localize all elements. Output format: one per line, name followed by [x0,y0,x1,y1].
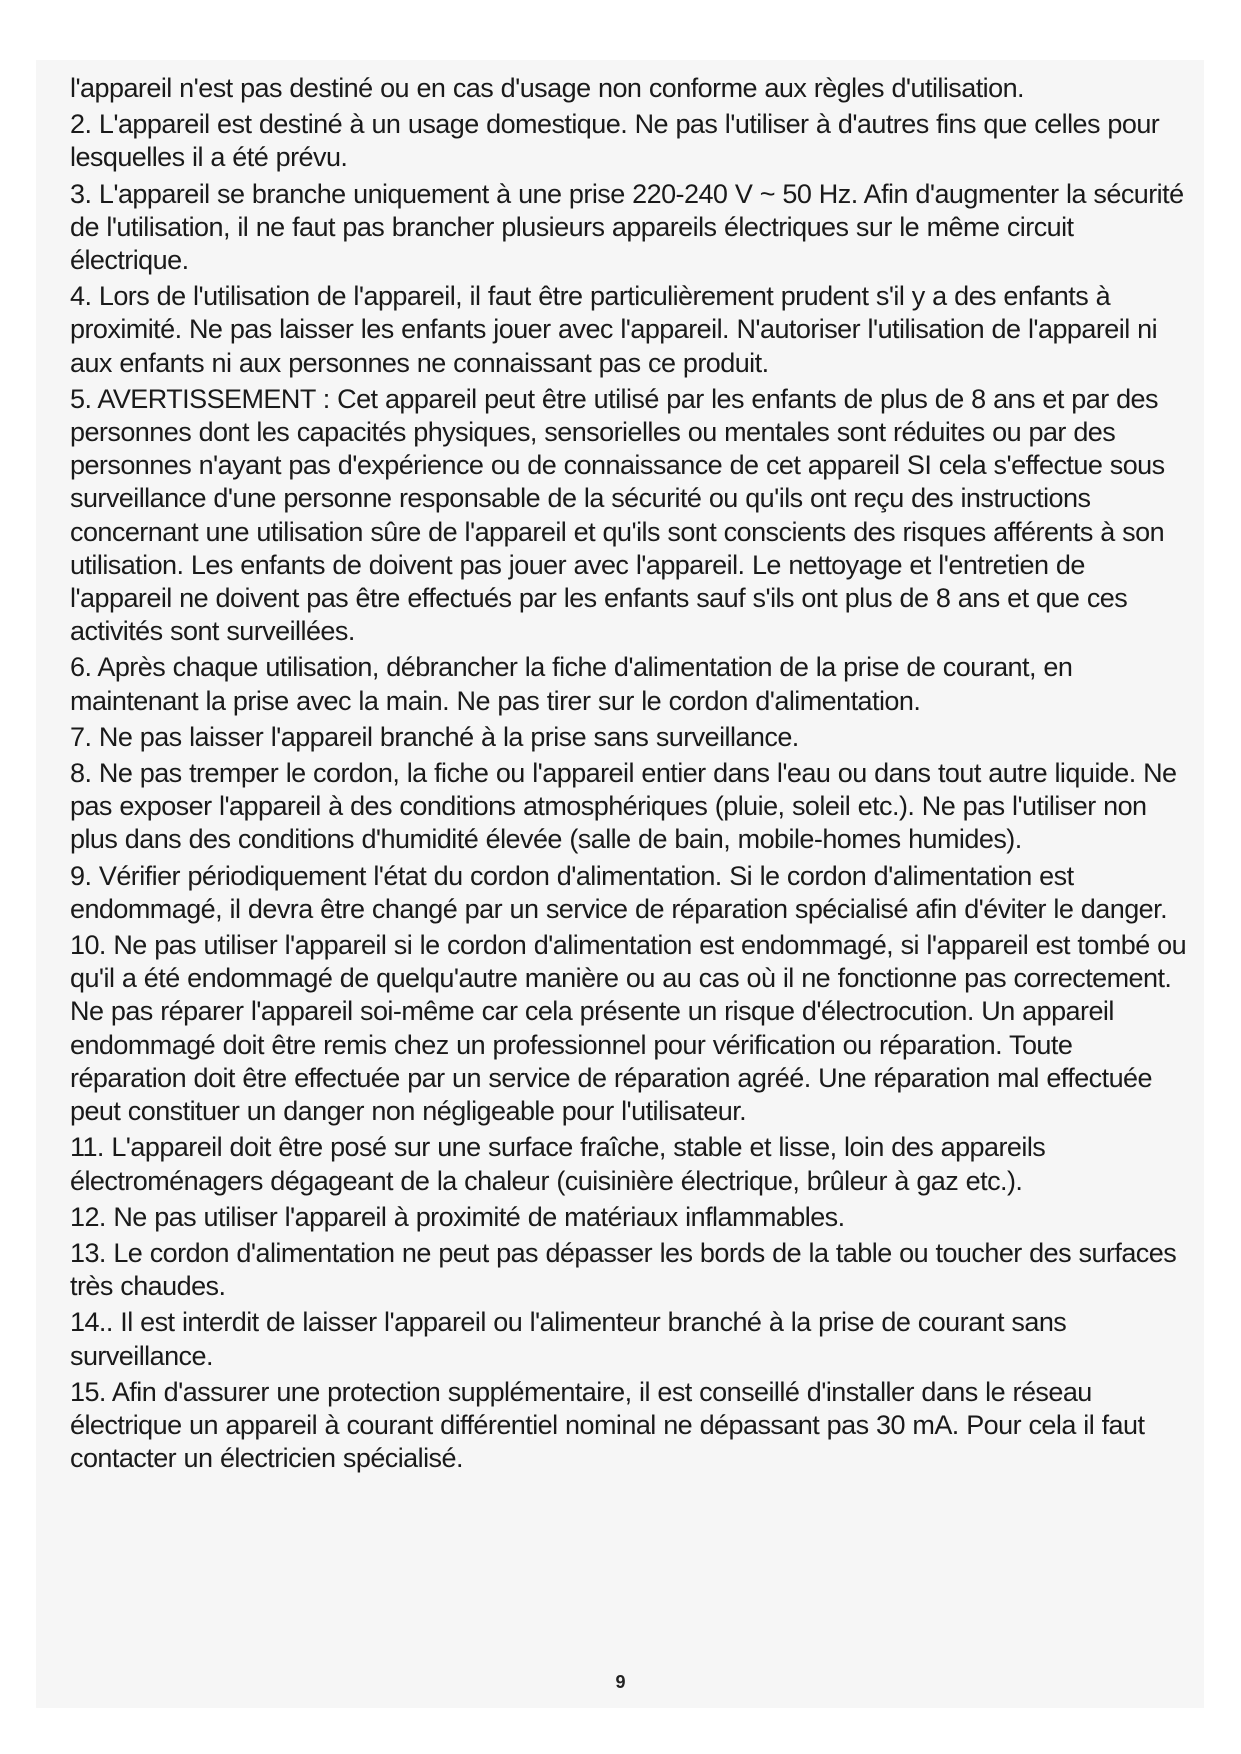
instruction-item-3: 3. L'appareil se branche uniquement à une prise 220-240 V ~ 50 Hz. Afin d'augmenter la sécurité de l'utilisation, il ne faut pas brancher plusieurs appareils électriques sur le même circuit électrique. [70,178,1184,276]
instruction-item-13: 13. Le cordon d'alimentation ne peut pas dépasser les bords de la table ou toucher des surfaces très chaudes. [70,1237,1177,1302]
instruction-item-2: 2. L'appareil est destiné à un usage domestique. Ne pas l'utiliser à d'autres fins que celles pour lesquelles il a été prévu. [70,109,1160,173]
instruction-item-10: 10. Ne pas utiliser l'appareil si le cordon d'alimentation est endommagé, si l'appareil est tombé ou qu'il a été endommagé de quelqu'autre manière ou au cas où il ne fonctionne pas correctement. Ne pas réparer l'appareil soi-même car cela présente un risque d'électrocution. Un appareil endommagé doit être remis chez un professionnel pour vérification ou réparation. Toute réparation doit être effectuée par un service de réparation agréé. Une réparation mal effectuée peut constituer un danger non négligeable pour l'utilisateur. [70,930,1187,1127]
instruction-item-7: 7. Ne pas laisser l'appareil branché à la prise sans surveillance. [70,721,799,752]
instruction-item-12: 12. Ne pas utiliser l'appareil à proximité de matériaux inflammables. [70,1201,845,1232]
instructions-text [70,72,1190,1478]
instruction-item-14: 14.. Il est interdit de laisser l'appareil ou l'alimenteur branché à la prise de courant sans surveillance. [70,1307,1067,1371]
instruction-item-5: 5. AVERTISSEMENT : Cet appareil peut être utilisé par les enfants de plus de 8 ans et par des personnes dont les capacités physiques, sensorielles ou mentales sont réduites ou par des personnes n'ayant pas d'expérience ou de connaissance de cet appareil SI cela s'effectue sous surveillance d'une personne responsable de la sécurité ou qu'ils ont reçu des instructions concernant une utilisation sûre de l'appareil et qu'ils sont conscients des risques afférents à son utilisation. Les enfants de doivent pas jouer avec l'appareil. Le nettoyage et l'entretien de l'appareil ne doivent pas être effectués par les enfants sauf s'ils ont plus de 8 ans et que ces activités sont surveillées. [70,383,1165,647]
instruction-item-4: 4. Lors de l'utilisation de l'appareil, il faut être particulièrement prudent s'il y a des enfants à proximité. Ne pas laisser les enfants jouer avec l'appareil. N'autoriser l'utilisation de l'appareil ni aux enfants ni aux personnes ne connaissant pas ce produit. [70,281,1158,378]
instruction-item-9: 9. Vérifier périodiquement l'état du cordon d'alimentation. Si le cordon d'alimentation est endommagé, il devra être changé par un service de réparation spécialisé afin d'éviter le danger. [70,860,1168,924]
instruction-item-6: 6. Après chaque utilisation, débrancher la fiche d'alimentation de la prise de courant, en maintenant la prise avec la main. Ne pas tirer sur le cordon d'alimentation. [70,652,1073,716]
page-number: 9 [615,1672,626,1692]
paragraph-continuation: l'appareil n'est pas destiné ou en cas d'usage non conforme aux règles d'utilisation. [70,73,1024,103]
instruction-item-15: 15. Afin d'assurer une protection supplémentaire, il est conseillé d'installer dans le réseau électrique un appareil à courant différentiel nominal ne dépassant pas 30 mA. Pour cela il faut contacter un électricien spécialisé. [70,1376,1145,1474]
instruction-item-8: 8. Ne pas tremper le cordon, la fiche ou l'appareil entier dans l'eau ou dans tout autre liquide. Ne pas exposer l'appareil à des conditions atmosphériques (pluie, soleil etc.). Ne pas l'utiliser non plus dans des conditions d'humidité élevée (salle de bain, mobile-homes humides). [70,758,1177,855]
instruction-item-11: 11. L'appareil doit être posé sur une surface fraîche, stable et lisse, loin des appareils électroménagers dégageant de la chaleur (cuisinière électrique, brûleur à gaz etc.). [70,1132,1046,1196]
